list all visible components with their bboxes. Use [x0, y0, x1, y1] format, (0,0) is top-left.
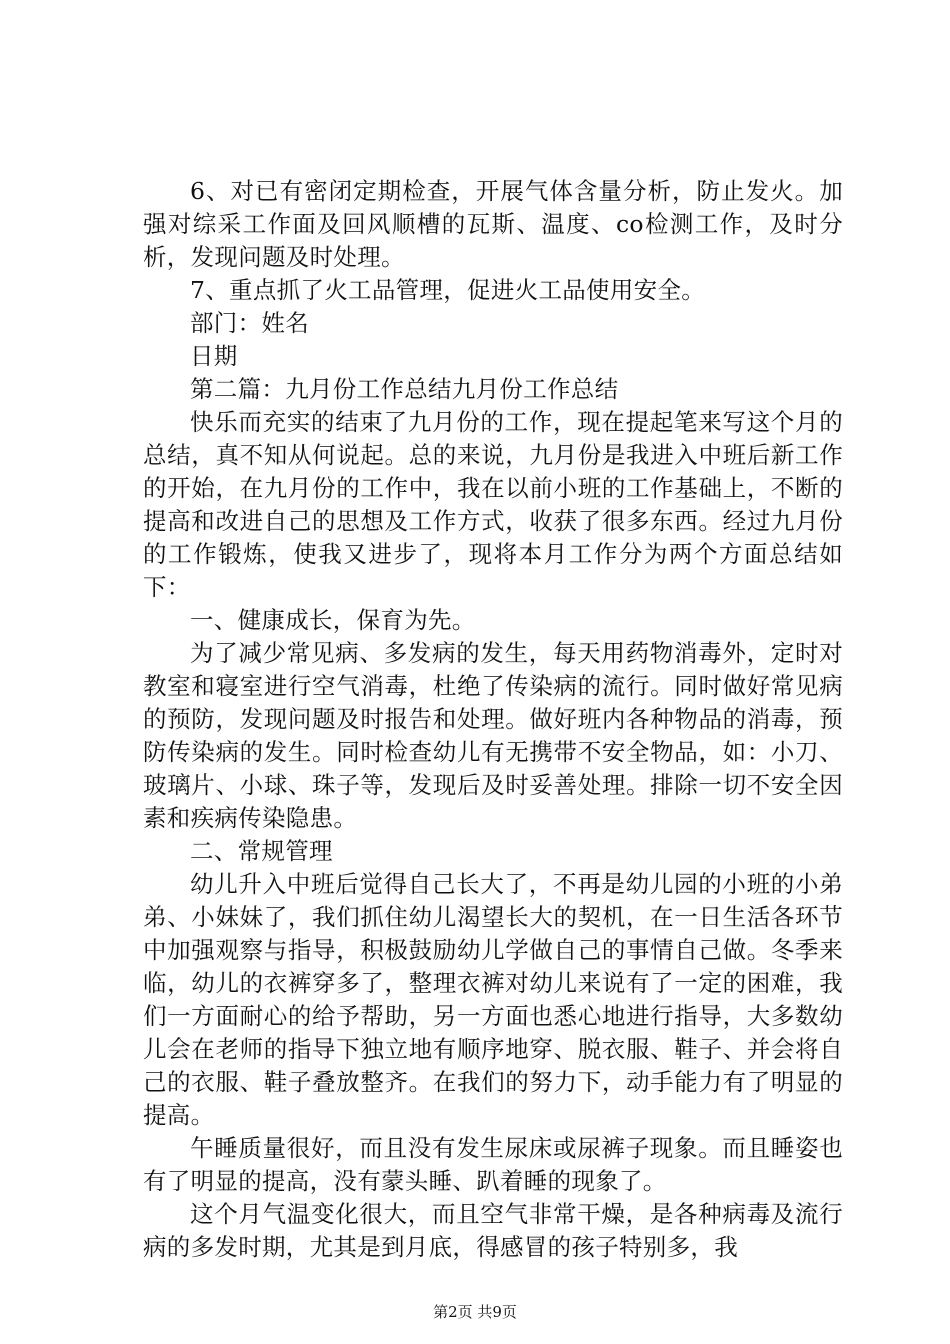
paragraph-nap-quality: 午睡质量很好，而且没有发生尿床或尿裤子现象。而且睡姿也有了明显的提高，没有蒙头睡、趴着睡的现象了。: [143, 1134, 843, 1195]
section-title-part-two: 第二篇：九月份工作总结九月份工作总结: [190, 375, 619, 403]
department-name-line: 部门：姓名: [190, 309, 309, 337]
paragraph-intro: 快乐而充实的结束了九月份的工作，现在提起笔来写这个月的总结，真不知从何说起。总的来说，九月份是我进入中班后新工作的开始，在九月份的工作中，我在以前小班的工作基础上，不断的提高和改进自己的思想及工作方式，收获了很多东西。经过九月份的工作锻炼，使我又进步了，现将本月工作分为两个方面总结如下：: [143, 408, 843, 601]
document-body: [143, 175, 843, 1264]
paragraph-item-6-sealing-check: 6、对已有密闭定期检查，开展气体含量分析，防止发火。加强对综采工作面及回风顺槽的瓦斯、温度、co检测工作，及时分析，发现问题及时处理。: [143, 177, 843, 271]
page-number-footer: 第2页 共9页: [433, 1303, 517, 1321]
paragraph-item-7-explosives: 7、重点抓了火工品管理，促进火工品使用安全。: [190, 276, 706, 304]
heading-routine-management: 二、常规管理: [190, 837, 333, 865]
paragraph-weather-illness: 这个月气温变化很大，而且空气非常干燥，是各种病毒及流行病的多发时期，尤其是到月底，得感冒的孩子特别多，我: [143, 1200, 843, 1261]
paragraph-self-care: 幼儿升入中班后觉得自己长大了，不再是幼儿园的小班的小弟弟、小妹妹了，我们抓住幼儿渴望长大的契机，在一日生活各环节中加强观察与指导，积极鼓励幼儿学做自己的事情自己做。冬季来临，幼儿的衣裤穿多了，整理衣裤对幼儿来说有了一定的困难，我们一方面耐心的给予帮助，另一方面也悉心地进行指导，大多数幼儿会在老师的指导下独立地有顺序地穿、脱衣服、鞋子、并会将自己的衣服、鞋子叠放整齐。在我们的努力下，动手能力有了明显的提高。: [143, 870, 843, 1129]
heading-health-growth: 一、健康成长，保育为先。: [190, 606, 476, 634]
paragraph-disease-prevention: 为了减少常见病、多发病的发生，每天用药物消毒外，定时对教室和寝室进行空气消毒，杜绝了传染病的流行。同时做好常见病的预防，发现问题及时报告和处理。做好班内各种物品的消毒，预防传染病的发生。同时检查幼儿有无携带不安全物品，如：小刀、玻璃片、小球、珠子等，发现后及时妥善处理。排除一切不安全因素和疾病传染隐患。: [143, 639, 843, 832]
date-line: 日期: [190, 342, 238, 370]
